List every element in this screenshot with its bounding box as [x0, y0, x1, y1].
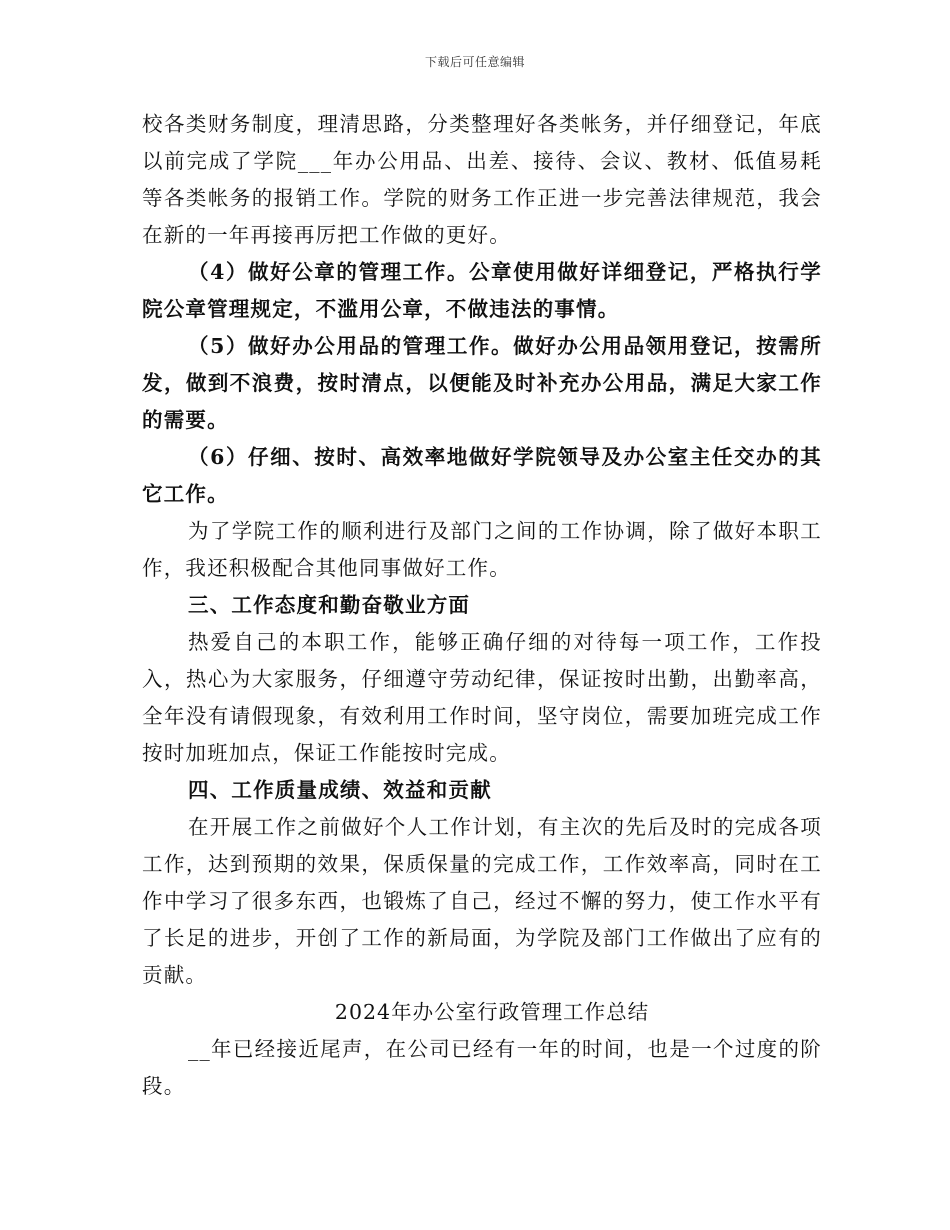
document-title: 2024年办公室行政管理工作总结	[334, 1000, 650, 1024]
paragraph-coordination: 为了学院工作的顺利进行及部门之间的工作协调，除了做好本职工作，我还积极配合其他同事做好工作。	[142, 519, 822, 580]
paragraph-quality: 在开展工作之前做好个人工作计划，有主次的先后及时的完成各项工作，达到预期的效果，保质保量的完成工作，工作效率高，同时在工作中学习了很多东西，也锻炼了自己，经过不懈的努力，使工作水平有了长足的进步，开创了工作的新局面，为学院及部门工作做出了应有的贡献。	[142, 815, 822, 987]
paragraph-attitude: 热爱自己的本职工作，能够正确仔细的对待每一项工作，工作投入，热心为大家服务，仔细遵守劳动纪律，保证按时出勤，出勤率高，全年没有请假现象，有效利用工作时间，坚守岗位，需要加班完成工作按时加班加点，保证工作能按时完成。	[142, 630, 822, 765]
paragraph-office-supplies: （5）做好办公用品的管理工作。做好办公用品领用登记，按需所发，做到不浪费，按时清点，以便能及时补充办公用品，满足大家工作的需要。	[142, 334, 822, 432]
section-heading-attitude: 三、工作态度和勤奋敬业方面	[188, 593, 471, 617]
section-heading-quality: 四、工作质量成绩、效益和贡献	[188, 778, 492, 802]
document-body	[142, 106, 822, 1105]
paragraph-intro: __年已经接近尾声，在公司已经有一年的时间，也是一个过度的阶段。	[142, 1037, 822, 1098]
page-header: 下载后可任意编辑	[424, 55, 525, 69]
paragraph-finance: 校各类财务制度，理清思路，分类整理好各类帐务，并仔细登记，年底以前完成了学院___年办公用品、出差、接待、会议、教材、低值易耗等各类帐务的报销工作。学院的财务工作正进一步完善法律规范，我会在新的一年再接再厉把工作做的更好。	[142, 112, 822, 247]
paragraph-seal-management: （4）做好公章的管理工作。公章使用做好详细登记，严格执行学院公章管理规定，不滥用公章，不做违法的事情。	[142, 260, 822, 321]
paragraph-other-tasks: （6）仔细、按时、高效率地做好学院领导及办公室主任交办的其它工作。	[142, 445, 822, 506]
